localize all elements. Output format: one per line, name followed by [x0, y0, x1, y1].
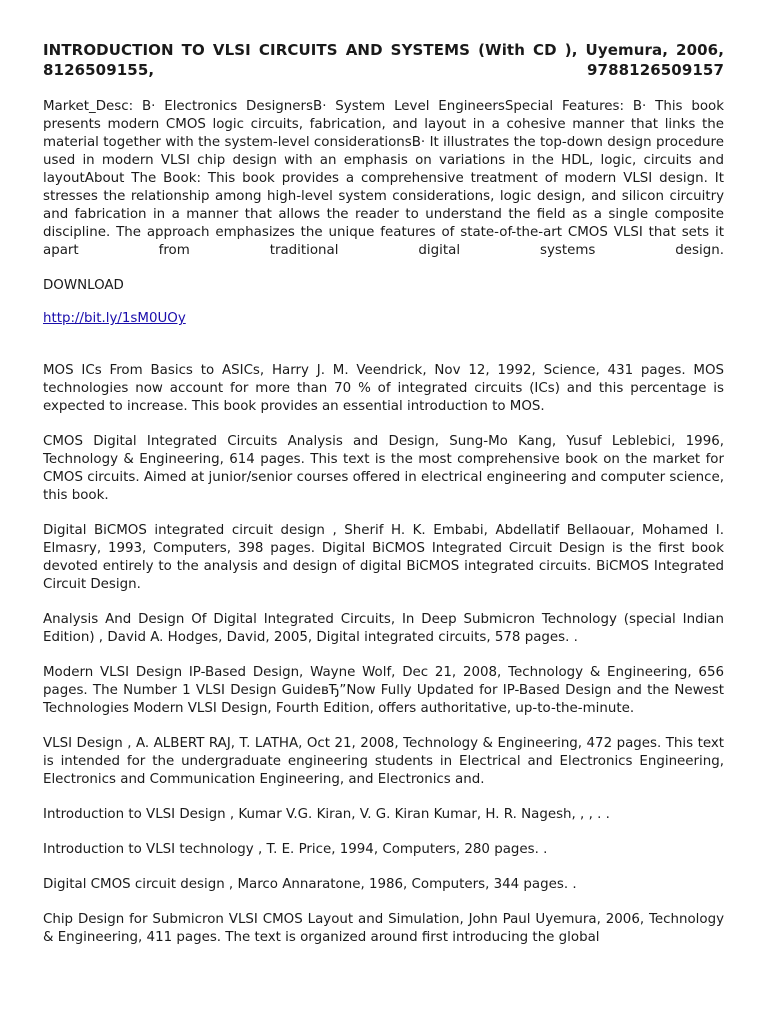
related-book-entry: Introduction to VLSI technology , T. E. Price, 1994, Computers, 280 pages. .	[43, 842, 548, 857]
related-book-entry: VLSI Design , A. ALBERT RAJ, T. LATHA, Oct 21, 2008, Technology & Engineering, 472 pages. This text is intended for the undergraduate engineering students in Electrical and Electronics Engineering, Electronics and Communication Engineering, and Electronics and.	[43, 736, 724, 787]
related-book-entry: Digital CMOS circuit design , Marco Annaratone, 1986, Computers, 344 pages. .	[43, 877, 577, 892]
download-label: DOWNLOAD	[43, 278, 124, 293]
document-page	[43, 40, 724, 964]
related-book-entry: Digital BiCMOS integrated circuit design , Sherif H. K. Embabi, Abdellatif Bellaouar, Mohamed I. Elmasry, 1993, Computers, 398 pages. Digital BiCMOS Integrated Circuit Design is the first book devoted entirely to the analysis and design of digital BiCMOS integrated circuits. BiCMOS Integrated Circuit Design.	[43, 523, 724, 592]
related-book-entry: Analysis And Design Of Digital Integrated Circuits, In Deep Submicron Technology (special Indian Edition) , David A. Hodges, David, 2005, Digital integrated circuits, 578 pages. .	[43, 612, 724, 645]
related-book-entry: MOS ICs From Basics to ASICs, Harry J. M. Veendrick, Nov 12, 1992, Science, 431 pages. MOS technologies now account for more than 70 % of integrated circuits (ICs) and this percentage is expected to increase. This book provides an essential introduction to MOS.	[43, 363, 724, 414]
related-book-entry: CMOS Digital Integrated Circuits Analysis and Design, Sung-Mo Kang, Yusuf Leblebici, 1996, Technology & Engineering, 614 pages. This text is the most comprehensive book on the market for CMOS circuits. Aimed at junior/senior courses offered in electrical engineering and computer science, this book.	[43, 434, 724, 503]
document-title: INTRODUCTION TO VLSI CIRCUITS AND SYSTEMS (With CD ), Uyemura, 2006, 8126509155, 9788126509157	[43, 41, 724, 79]
book-description: Market_Desc: В· Electronics DesignersВ· System Level EngineersSpecial Features: В· This book presents modern CMOS logic circuits, fabrication, and layout in a cohesive manner that links the material together with the system-level considerationsВ· It illustrates the top-down design procedure used in modern VLSI chip design with an emphasis on variations in the HDL, logic, circuits and layoutAbout The Book: This book provides a comprehensive treatment of modern VLSI design. It stresses the relationship among high-level system considerations, logic design, and silicon circuitry and fabrication in a manner that allows the reader to understand the field as a single composite discipline. The approach emphasizes the unique features of state-of-the-art CMOS VLSI that sets it apart from traditional digital systems design.	[43, 99, 724, 258]
download-link[interactable]: http://bit.ly/1sM0UOy	[43, 311, 186, 326]
related-book-entry: Modern VLSI Design IP-Based Design, Wayne Wolf, Dec 21, 2008, Technology & Engineering, 656 pages. The Number 1 VLSI Design GuideвЂ”Now Fully Updated for IP-Based Design and the Newest Technologies Modern VLSI Design, Fourth Edition, offers authoritative, up-to-the-minute.	[43, 665, 724, 716]
related-book-entry: Chip Design for Submicron VLSI CMOS Layout and Simulation, John Paul Uyemura, 2006, Technology & Engineering, 411 pages. The text is organized around first introducing the global	[43, 912, 724, 945]
related-book-entry: Introduction to VLSI Design , Kumar V.G. Kiran, V. G. Kiran Kumar, H. R. Nagesh, , , . .	[43, 807, 610, 822]
